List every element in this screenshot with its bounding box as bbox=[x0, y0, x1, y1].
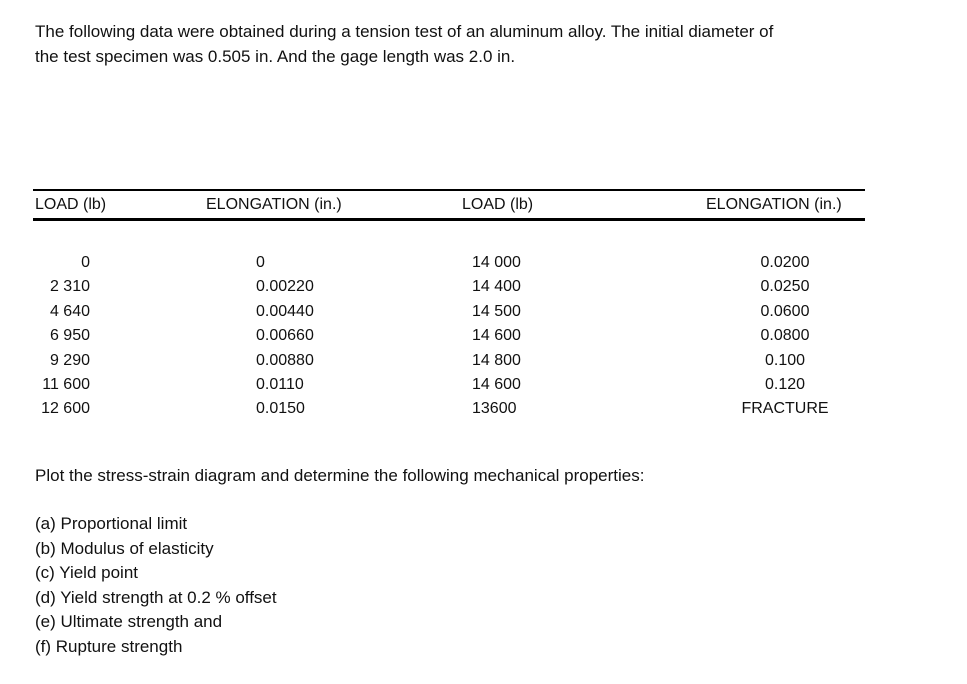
problem-statement-line-2: the test specimen was 0.505 in. And the gage length was 2.0 in. bbox=[35, 47, 516, 66]
table-cell: 14 800 bbox=[472, 351, 521, 369]
table-cell: 2 310 bbox=[49, 278, 90, 296]
table-cell: 11 600 bbox=[42, 375, 90, 393]
question-list bbox=[35, 512, 277, 659]
table-cell: 0.0150 bbox=[256, 400, 305, 418]
column-load-1 bbox=[33, 251, 90, 422]
question-item: (c) Yield point bbox=[35, 563, 138, 582]
table-cell: 9 290 bbox=[49, 351, 90, 369]
problem-statement bbox=[35, 19, 895, 69]
task-prompt: Plot the stress-strain diagram and determine the following mechanical properties: bbox=[35, 466, 645, 485]
question-item: (f) Rupture strength bbox=[35, 636, 183, 656]
table-cell: 14 000 bbox=[472, 254, 521, 271]
table-header-row bbox=[33, 191, 865, 218]
table-cell: 0.0110 bbox=[256, 375, 304, 393]
table-cell: 14 500 bbox=[472, 302, 521, 320]
header-load-1: LOAD (lb) bbox=[35, 196, 107, 213]
table-cell: 0 bbox=[81, 254, 90, 271]
table-cell: 0.0800 bbox=[760, 327, 810, 345]
table-cell: 0.00440 bbox=[256, 302, 314, 320]
table-cell: 14 400 bbox=[472, 278, 521, 296]
table-cell: 0.00220 bbox=[256, 278, 314, 296]
table-body bbox=[33, 221, 865, 421]
table-cell: 4 640 bbox=[49, 302, 90, 320]
column-elongation-2 bbox=[735, 251, 835, 422]
table-cell: 0.0600 bbox=[760, 302, 810, 320]
header-elongation-2: ELONGATION (in.) bbox=[706, 196, 842, 213]
table-cell: 0.0200 bbox=[760, 254, 810, 271]
table-cell: FRACTURE bbox=[741, 400, 829, 418]
table-cell: 0.120 bbox=[764, 375, 806, 393]
table-cell: 0.100 bbox=[764, 351, 806, 369]
question-item: (b) Modulus of elasticity bbox=[35, 538, 214, 558]
header-elongation-1: ELONGATION (in.) bbox=[206, 196, 342, 213]
column-load-2 bbox=[472, 251, 562, 422]
problem-statement-line-1: The following data were obtained during a tension test of an aluminum alloy. The initial diameter of bbox=[35, 22, 774, 41]
column-elongation-1 bbox=[256, 251, 346, 422]
header-load-2: LOAD (lb) bbox=[462, 196, 534, 213]
question-item: (a) Proportional limit bbox=[35, 514, 188, 533]
tension-test-data-table bbox=[33, 189, 865, 421]
table-cell: 12 600 bbox=[41, 400, 90, 418]
table-cell: 13600 bbox=[472, 400, 517, 418]
table-cell: 14 600 bbox=[472, 327, 521, 345]
table-cell: 0.0250 bbox=[760, 278, 810, 296]
table-cell: 0.00880 bbox=[256, 351, 314, 369]
table-cell: 14 600 bbox=[472, 375, 521, 393]
question-item: (d) Yield strength at 0.2 % offset bbox=[35, 587, 277, 607]
table-cell: 6 950 bbox=[49, 327, 90, 345]
table-cell: 0.00660 bbox=[256, 327, 314, 345]
table-cell: 0 bbox=[256, 254, 265, 271]
question-item: (e) Ultimate strength and bbox=[35, 612, 223, 631]
